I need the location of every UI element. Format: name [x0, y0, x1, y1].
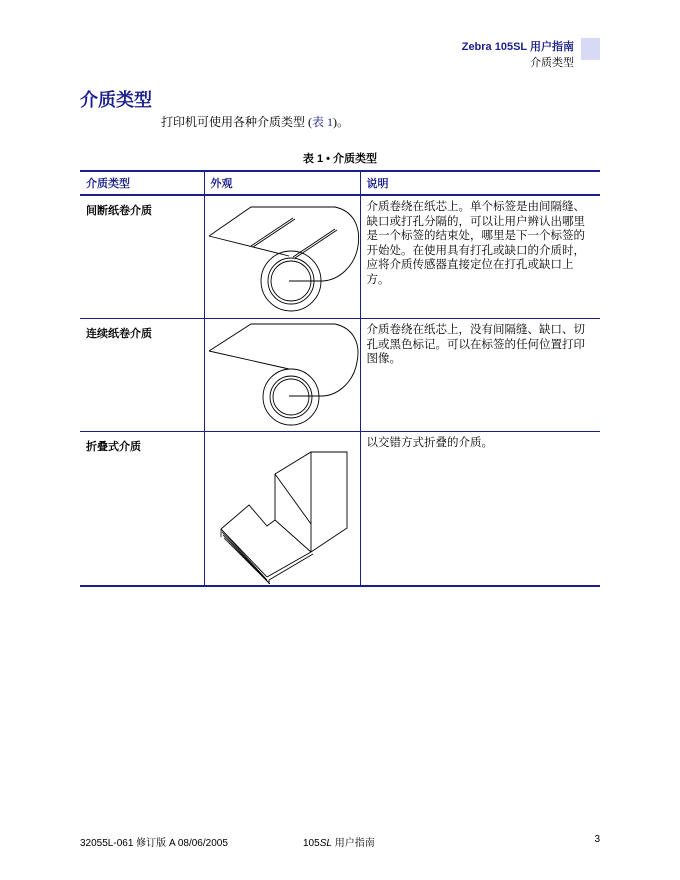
media-description: 介质卷绕在纸芯上。单个标签是由间隔缝、缺口或打孔分隔的，可以让用户辨认出哪里是一个标签的结束处，哪里是下一个标签的开始处。在使用具有打孔或缺口的介质时，应将介质传感器直接定位在打孔或缺口上方。 [360, 195, 600, 319]
appearance-cell [204, 319, 360, 432]
header-title: Zebra 105SL 用户指南 [461, 41, 574, 53]
page-heading: 介质类型 [80, 90, 152, 110]
media-type-name: 连续纸卷介质 [80, 319, 204, 432]
media-type-name: 折叠式介质 [80, 432, 204, 586]
table-caption: 表 1 • 介质类型 [302, 153, 378, 165]
header-subtitle: 介质类型 [530, 57, 574, 69]
table-header-row [80, 171, 600, 195]
footer-guide-title [303, 834, 375, 849]
chapter-tab-marker [581, 38, 600, 60]
column-header-appearance: 外观 [204, 171, 360, 195]
media-types-table [80, 170, 600, 587]
column-header-description: 说明 [360, 171, 600, 195]
media-description: 介质卷绕在纸芯上，没有间隔缝、缺口、切孔或黑色标记。可以在标签的任何位置打印图像。 [360, 319, 600, 432]
intro-paragraph [161, 113, 349, 130]
table-row [80, 432, 600, 586]
table-row [80, 195, 600, 319]
footer-document-number: 32055L-061 修订版 A 08/06/2005 [80, 838, 228, 849]
non-continuous-roll-illustration [205, 196, 361, 318]
footer-guide-name: 用户指南 [331, 838, 375, 849]
intro-text-suffix: )。 [333, 115, 350, 129]
footer-page-number: 3 [594, 834, 600, 845]
footer-model-suffix: SL [319, 838, 332, 849]
continuous-roll-illustration [205, 319, 361, 431]
column-header-type: 介质类型 [80, 171, 204, 195]
fanfold-media-illustration [205, 432, 361, 584]
media-description: 以交错方式折叠的介质。 [360, 432, 600, 586]
footer-model-number: 105 [303, 838, 320, 849]
appearance-cell [204, 432, 360, 586]
table-row [80, 319, 600, 432]
media-type-name: 间断纸卷介质 [80, 195, 204, 319]
table-reference-link[interactable]: 表 1 [312, 115, 334, 129]
appearance-cell [204, 195, 360, 319]
intro-text-prefix: 打印机可使用各种介质类型 ( [161, 115, 312, 129]
